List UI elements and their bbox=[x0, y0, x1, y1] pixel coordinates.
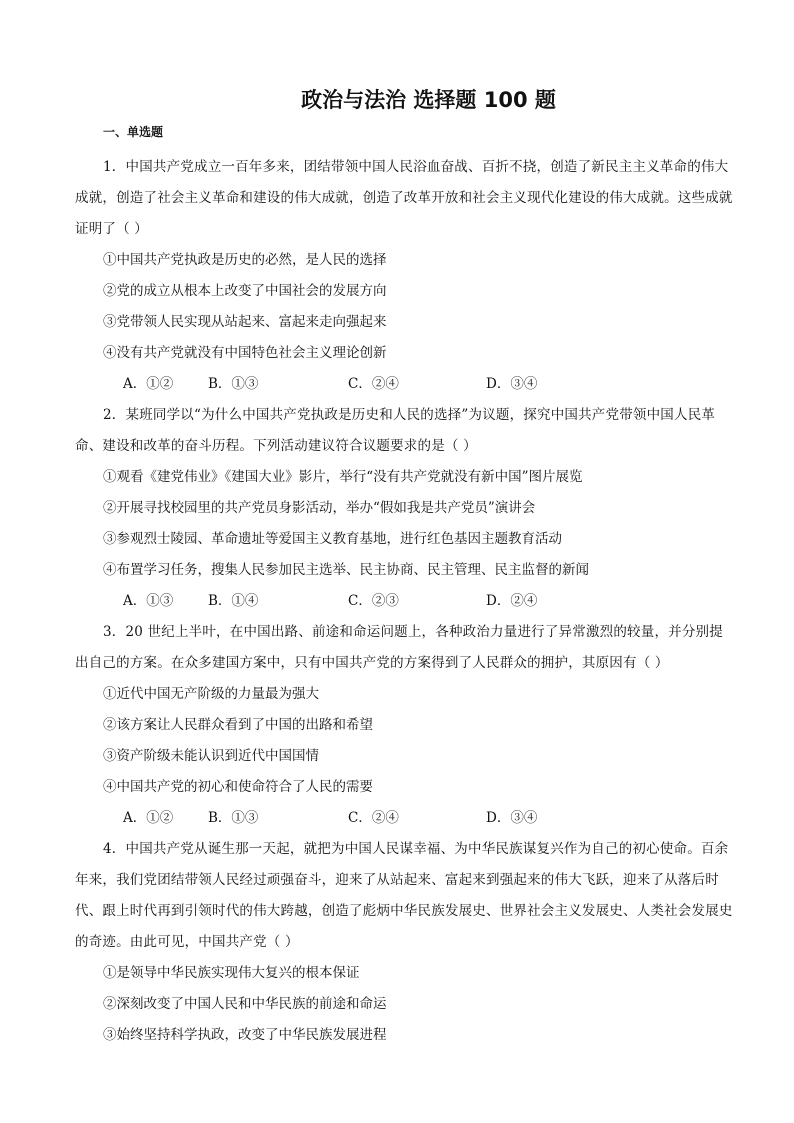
statement-1: ①近代中国无产阶级的力量最为强大 bbox=[103, 686, 319, 702]
document-title: 政治与法治 选择题 100 题 bbox=[301, 88, 556, 112]
statement-3: ③参观烈士陵园、革命遗址等爱国主义教育基地，进行红色基因主题教育活动 bbox=[103, 531, 562, 547]
statement-4: ④中国共产党的初心和使命符合了人民的需要 bbox=[103, 779, 373, 795]
statement-4: ④布置学习任务，搜集人民参加民主选举、民主协商、民主管理、民主监督的新闻 bbox=[103, 562, 589, 578]
section-heading: 一、单选题 bbox=[103, 125, 164, 139]
choice-d: D．③④ bbox=[486, 376, 538, 392]
statement-2: ②该方案让人民群众看到了中国的出路和希望 bbox=[103, 717, 373, 733]
question-stem: 2．某班同学以“为什么中国共产党执政是历史和人民的选择”为议题，探究中国共产党带领中国人民革命、建设和改革的奋斗历程。下列活动建议符合议题要求的是（ ） bbox=[75, 407, 716, 454]
choice-c: C．②④ bbox=[348, 810, 399, 826]
question-stem: 4．中国共产党从诞生那一天起，就把为中国人民谋幸福、为中华民族谋复兴作为自己的初心使命。百余年来，我们党团结带领人民经过顽强奋斗，迎来了从站起来、富起来到强起来的伟大飞跃，迎来了从落后时代、跟上时代再到引领时代的伟大跨越，创造了彪炳中华民族发展史、世界社会主义发展史、人类社会发展史的奇迹。由此可见，中国共产党（ ） bbox=[75, 841, 733, 950]
choice-c: C．②④ bbox=[348, 376, 399, 392]
statement-1: ①观看《建党伟业》《建国大业》影片，举行“没有共产党就没有新中国”图片展览 bbox=[103, 469, 583, 485]
statement-3: ③党带领人民实现从站起来、富起来走向强起来 bbox=[103, 314, 387, 330]
statement-1: ①是领导中华民族实现伟大复兴的根本保证 bbox=[103, 965, 360, 981]
question-3 bbox=[75, 617, 734, 834]
statement-1: ①中国共产党执政是历史的必然，是人民的选择 bbox=[103, 252, 387, 268]
question-stem: 1．中国共产党成立一百年多来，团结带领中国人民浴血奋战、百折不挠，创造了新民主主义革命的伟大成就，创造了社会主义革命和建设的伟大成就，创造了改革开放和社会主义现代化建设的伟大成就。这些成就证明了（ ） bbox=[75, 159, 733, 237]
choice-a: A．①② bbox=[123, 810, 174, 826]
statement-3: ③始终坚持科学执政，改变了中华民族发展进程 bbox=[103, 1027, 387, 1043]
choice-b: B．①④ bbox=[208, 593, 259, 609]
answer-choices bbox=[75, 803, 734, 834]
statement-2: ②深刻改变了中国人民和中华民族的前途和命运 bbox=[103, 996, 387, 1012]
statement-2: ②开展寻找校园里的共产党员身影活动，举办“假如我是共产党员”演讲会 bbox=[103, 500, 536, 516]
question-stem: 3．20 世纪上半叶，在中国出路、前途和命运问题上，各种政治力量进行了异常激烈的较量，并分别提出自己的方案。在众多建国方案中，只有中国共产党的方案得到了人民群众的拥护，其原因有（ ） bbox=[75, 624, 723, 671]
choice-d: D．③④ bbox=[486, 810, 538, 826]
question-2 bbox=[75, 400, 734, 617]
choice-b: B．①③ bbox=[208, 376, 259, 392]
choice-d: D．②④ bbox=[486, 593, 538, 609]
choice-a: A．①② bbox=[123, 376, 174, 392]
question-4 bbox=[75, 834, 734, 1051]
statement-2: ②党的成立从根本上改变了中国社会的发展方向 bbox=[103, 283, 387, 299]
answer-choices bbox=[75, 369, 734, 400]
question-1 bbox=[75, 152, 734, 400]
statement-3: ③资产阶级未能认识到近代中国国情 bbox=[103, 748, 319, 764]
choice-c: C．②③ bbox=[348, 593, 399, 609]
choice-b: B．①③ bbox=[208, 810, 259, 826]
choice-a: A．①③ bbox=[123, 593, 174, 609]
answer-choices bbox=[75, 586, 734, 617]
statement-4: ④没有共产党就没有中国特色社会主义理论创新 bbox=[103, 345, 387, 361]
